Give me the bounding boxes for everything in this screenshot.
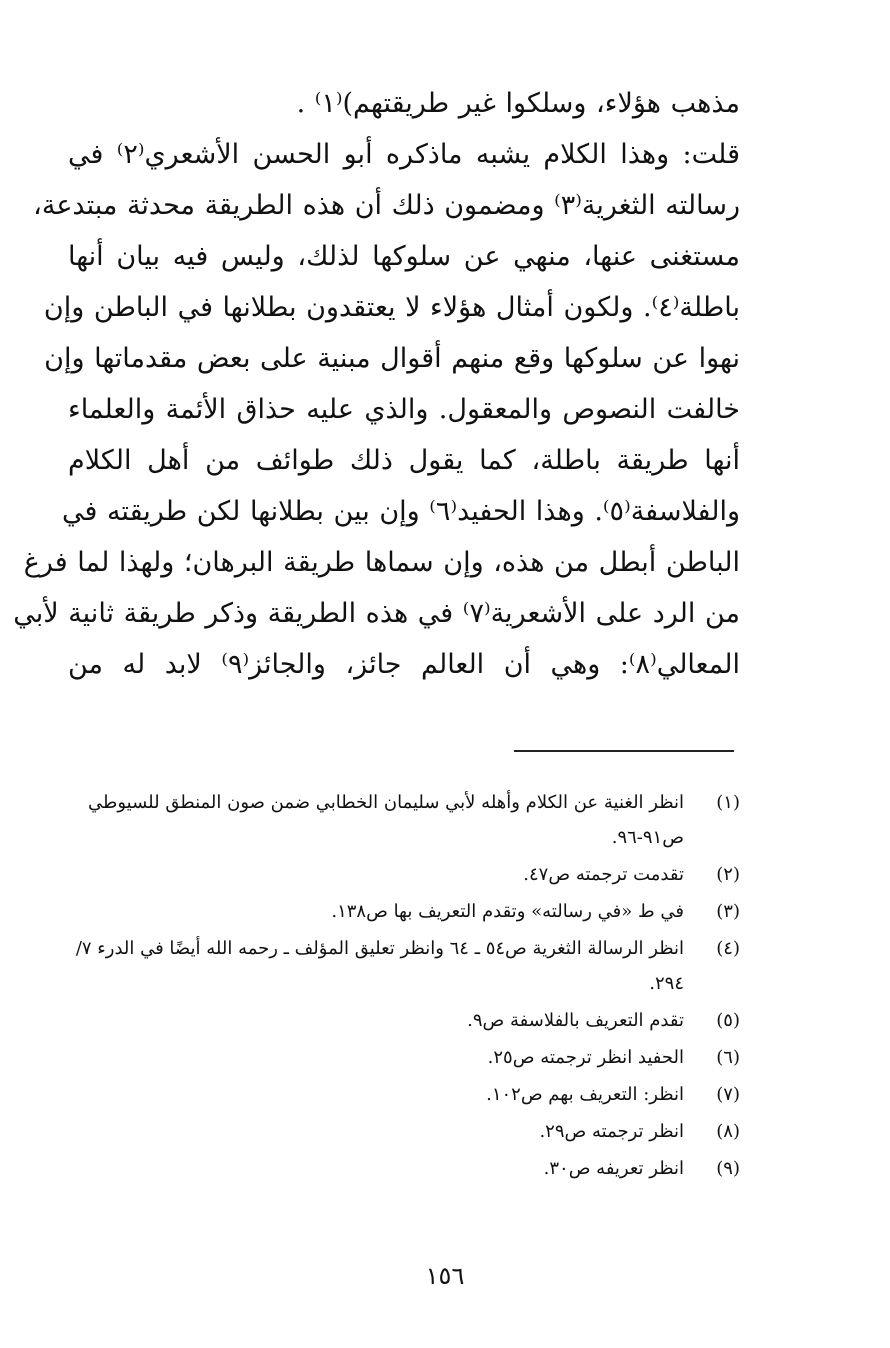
text-line: رسالته الثغرية⁽٣⁾ ومضمون ذلك أن هذه الطريقة محدثة مبتدعة، [33, 190, 740, 221]
footnote-number: (٦) [716, 1047, 740, 1068]
footnote-number: (٩) [716, 1158, 740, 1179]
text-line: خالفت النصوص والمعقول. والذي عليه حذاق الأئمة والعلماء [68, 394, 740, 425]
footnote-item [60, 1003, 740, 1038]
footnote-item [60, 785, 740, 855]
footnote-text: انظر ترجمته ص٢٩. [539, 1121, 684, 1142]
footnote-number: (٥) [716, 1010, 740, 1031]
main-text-block [13, 78, 741, 690]
footnote-item [60, 931, 740, 1001]
text-line: المعالي⁽٨⁾: وهي أن العالم جائز، والجائز⁽٩⁾ لابد له من [68, 649, 741, 680]
footnote-number: (٧) [716, 1084, 740, 1105]
text-line: مذهب هؤلاء، وسلكوا غير طريقتهم)⁽١⁾ . [296, 88, 740, 119]
footnote-number: (٨) [716, 1121, 740, 1142]
text-line: باطلة⁽٤⁾. ولكون أمثال هؤلاء لا يعتقدون بطلانها في الباطن وإن [43, 292, 740, 323]
footnote-number: (٢) [716, 864, 740, 885]
footnote-text: انظر الرسالة الثغرية ص٥٤ ـ ٦٤ وانظر تعليق المؤلف ـ رحمه الله أيضًا في الدرء ٧/ ٢٩٤. [75, 938, 684, 994]
text-line: قلت: وهذا الكلام يشبه ماذكره أبو الحسن الأشعري⁽٢⁾ في [68, 139, 740, 170]
footnote-item [60, 1077, 740, 1112]
footnote-item [60, 857, 740, 892]
footnotes-list [60, 785, 740, 1188]
text-line: أنها طريقة باطلة، كما يقول ذلك طوائف من أهل الكلام [68, 445, 740, 476]
footnote-text: انظر تعريفه ص٣٠. [543, 1158, 684, 1179]
footnote-text: تقدم التعريف بالفلاسفة ص٩. [467, 1010, 684, 1031]
footnote-separator [514, 750, 734, 752]
footnote-item [60, 1151, 740, 1186]
page-number: ١٥٦ [425, 1262, 465, 1290]
footnote-item [60, 1114, 740, 1149]
footnote-number: (٤) [716, 938, 740, 959]
text-line: نهوا عن سلوكها وقع منهم أقوال مبنية على بعض مقدماتها وإن [44, 343, 740, 374]
footnote-item [60, 1040, 740, 1075]
footnote-number: (٣) [716, 901, 740, 922]
footnote-text: في ط «في رسالته» وتقدم التعريف بها ص١٣٨. [331, 901, 684, 922]
footnote-text: انظر الغنية عن الكلام وأهله لأبي سليمان الخطابي ضمن صون المنطق للسيوطي ص٩١-٩٦. [88, 792, 684, 848]
text-line: الباطن أبطل من هذه، وإن سماها طريقة البرهان؛ ولهذا لما فرغ [23, 547, 740, 578]
footnote-text: تقدمت ترجمته ص٤٧. [523, 864, 684, 885]
text-line: مستغنى عنها، منهي عن سلوكها لذلك، وليس فيه بيان أنها [68, 241, 740, 272]
footnote-text: انظر: التعريف بهم ص١٠٢. [486, 1084, 684, 1105]
footnote-item [60, 894, 740, 929]
text-line: من الرد على الأشعرية⁽٧⁾ في هذه الطريقة وذكر طريقة ثانية لأبي [13, 598, 740, 629]
footnote-number: (١) [716, 792, 740, 813]
footnote-text: الحفيد انظر ترجمته ص٢٥. [487, 1047, 684, 1068]
text-line: والفلاسفة⁽٥⁾. وهذا الحفيد⁽٦⁾ وإن بين بطلانها لكن طريقته في [61, 496, 740, 527]
